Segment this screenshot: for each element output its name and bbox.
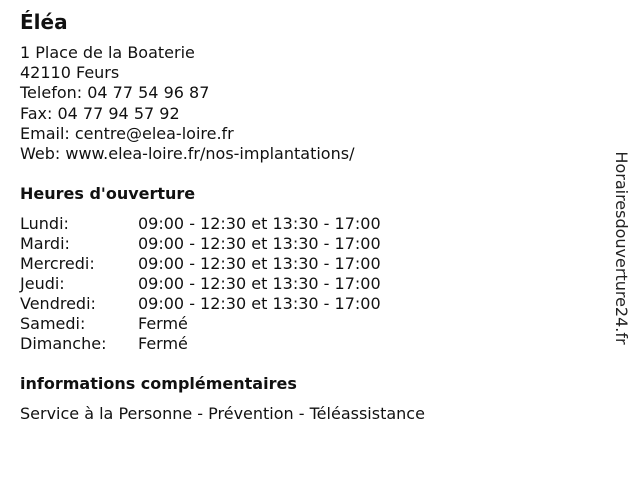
hours-row-wednesday [20, 254, 381, 274]
hours-time: 09:00 - 12:30 et 13:30 - 17:00 [138, 214, 381, 233]
hours-day: Mardi: [20, 234, 70, 253]
hours-row-tuesday [20, 234, 381, 254]
additional-info-heading: informations complémentaires [20, 374, 297, 393]
address-line-city: 42110 Feurs [20, 63, 120, 83]
hours-row-sunday [20, 334, 381, 354]
opening-hours-table [20, 214, 381, 354]
hours-time: Fermé [138, 314, 188, 333]
hours-row-monday [20, 214, 381, 234]
hours-time: 09:00 - 12:30 et 13:30 - 17:00 [138, 234, 381, 253]
hours-time: 09:00 - 12:30 et 13:30 - 17:00 [138, 274, 381, 293]
hours-day: Dimanche: [20, 334, 107, 353]
hours-row-thursday [20, 274, 381, 294]
email-line: Email: centre@elea-loire.fr [20, 123, 234, 143]
phone-line: Telefon: 04 77 54 96 87 [20, 83, 210, 103]
additional-info-text: Service à la Personne - Prévention - Téléassistance [20, 404, 425, 423]
hours-row-saturday [20, 314, 381, 334]
web-line: Web: www.elea-loire.fr/nos-implantations/ [20, 144, 355, 164]
contact-block [20, 43, 354, 164]
hours-time: 09:00 - 12:30 et 13:30 - 17:00 [138, 294, 381, 313]
fax-line: Fax: 04 77 94 57 92 [20, 103, 180, 123]
opening-hours-heading: Heures d'ouverture [20, 184, 196, 203]
hours-time: Fermé [138, 334, 188, 353]
hours-time: 09:00 - 12:30 et 13:30 - 17:00 [138, 254, 381, 273]
hours-day: Jeudi: [20, 274, 65, 293]
hours-day: Lundi: [20, 214, 69, 233]
hours-day: Vendredi: [20, 294, 96, 313]
hours-day: Samedi: [20, 314, 86, 333]
hours-day: Mercredi: [20, 254, 95, 273]
address-line-street: 1 Place de la Boaterie [20, 43, 195, 62]
site-watermark: Horairesdouverture24.fr [612, 151, 631, 345]
hours-row-friday [20, 294, 381, 314]
business-name: Éléa [20, 10, 68, 34]
